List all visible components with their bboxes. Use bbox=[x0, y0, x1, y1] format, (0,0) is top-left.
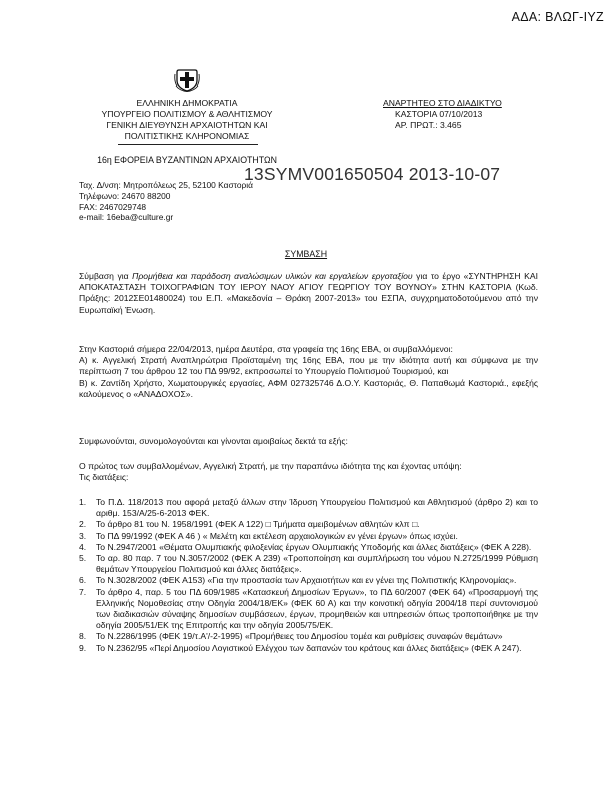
item-number: 2. bbox=[79, 519, 87, 530]
agreement-line: Συμφωνούνται, συνομολογούνται και γίνονται αμοιβαίως δεκτά τα εξής: bbox=[79, 436, 348, 446]
item-number: 7. bbox=[79, 586, 87, 597]
item-number: 9. bbox=[79, 642, 87, 653]
list-item bbox=[79, 553, 538, 575]
item-text: Το Π.Δ. 118/2013 που αφορά μεταξύ άλλων στην Ίδρυση Υπουργείου Πολιτισμού και Αθλητισμού (άρθρο 2) και το αριθμ. 153/Α/25-6-2013 ΦΕΚ. bbox=[96, 497, 538, 519]
protocol-number: ΑΡ. ΠΡΩΤ.: 3.465 bbox=[395, 120, 462, 130]
posted-label: ΑΝΑΡΤΗΤΕΟ ΣΤΟ ΔΙΑΔΙΚΤΥΟ bbox=[383, 98, 502, 108]
contact-block bbox=[79, 180, 253, 223]
item-text: Το ΠΔ 99/1992 (ΦΕΚ Α 46 ) « Μελέτη και εκτέλεση αρχαιολογικών εν γένει έργων» όπως ισχύει. bbox=[96, 530, 458, 541]
ada-code: ΑΔΑ: ΒΛΩΓ-ΙΥΖ bbox=[511, 10, 604, 24]
party-a: Α) κ. Αγγελική Στρατή Αναπληρώτρια Προϊσταμένη της 16ης ΕΒΑ, που με την ιδιότητα αυτή και σύμφωνα με την περίπτωση 7 του άρθρου 12 του ΠΔ 99/92, εκπροσωπεί το Υπουργείο Πολιτισμού Τουρισμού, και bbox=[79, 355, 538, 377]
item-text: Το άρθρο 4, παρ. 5 του ΠΔ 609/1985 «Κατασκευή Δημοσίων Έργων», το ΠΔ 60/2007 (ΦΕΚ 64) «Προσαρμογή της Ελληνικής Νομοθεσίας στην Οδηγία 2004/18/ΕΚ» (ΦΕΚ 60 Α) και την κοινοτική οδηγία 2004/18 περί συντονισμού των διαδικασιών σύναψης δημοσίων συμβάσεων, έργων, προμηθειών και υπηρεσιών όπως τροποποιήθηκε με την οδηγία 2005/51/ΕΚ της Επιτροπής και την οδηγία 2005/75/ΕΚ. bbox=[96, 586, 538, 631]
list-item bbox=[79, 575, 538, 586]
item-number: 1. bbox=[79, 497, 87, 507]
greek-emblem-icon bbox=[174, 66, 200, 92]
diavgeia-stamp: 13SYMV001650504 2013-10-07 bbox=[244, 164, 501, 184]
item-number: 4. bbox=[79, 541, 87, 552]
contact-email: e-mail: 16eba@culture.gr bbox=[79, 212, 174, 223]
issuer-block bbox=[62, 98, 312, 142]
item-number: 5. bbox=[79, 553, 87, 564]
issuer-line: ΓΕΝΙΚΗ ΔΙΕΥΘΥΝΣΗ ΑΡΧΑΙΟΤΗΤΩΝ ΚΑΙ bbox=[106, 120, 268, 130]
party-b: Β) κ. Ζαντίδη Χρήστο, Χωματουργικές εργασίες, ΑΦΜ 027325746 Δ.Ο.Υ. Καστοριάς, Θ. Παπαθωμά Καστοριά., εφεξής καλούμενος ο «ΑΝΑΔΟΧΟΣ». bbox=[79, 377, 538, 399]
intro-text: Σύμβαση για bbox=[79, 271, 133, 281]
ephoria-name: 16η ΕΦΟΡΕΙΑ ΒΥΖΑΝΤΙΝΩΝ ΑΡΧΑΙΟΤΗΤΩΝ bbox=[97, 155, 277, 165]
contract-subject: Προμήθεια και παράδοση αναλώσιμων υλικών και εργαλείων εργοταξίου bbox=[132, 271, 413, 281]
issuer-line: ΕΛΛΗΝΙΚΗ ΔΗΜΟΚΡΑΤΙΑ bbox=[136, 98, 238, 108]
list-item bbox=[79, 587, 538, 632]
document-title: ΣΥΜΒΑΣΗ bbox=[284, 249, 328, 259]
place-date: ΚΑΣΤΟΡΙΑ 07/10/2013 bbox=[395, 109, 483, 119]
list-item bbox=[79, 631, 538, 642]
provisions-label: Τις διατάξεις: bbox=[79, 472, 129, 483]
legal-provisions-list bbox=[79, 497, 538, 654]
item-number: 6. bbox=[79, 575, 87, 586]
contact-address: Ταχ. Δ/νση: Μητροπόλεως 25, 52100 Καστοριά bbox=[79, 180, 253, 190]
list-item bbox=[79, 643, 538, 654]
item-text: Το Ν.2947/2001 «Θέματα Ολυμπιακής φιλοξενίας έργων Ολυμπιακής Υποδομής και άλλες διατάξεις» (ΦΕΚ Α 228). bbox=[96, 541, 532, 552]
contact-phone: Τηλέφωνο: 24670 88200 bbox=[79, 190, 171, 201]
parties-paragraph bbox=[79, 344, 538, 400]
intro-paragraph bbox=[79, 271, 538, 316]
item-text: Το Ν.2362/95 «Περί Δημοσίου Λογιστικού Ελέγχου των δαπανών του κράτους και άλλες διατάξεις» (ΦΕΚ Α 247). bbox=[96, 642, 522, 653]
first-party-paragraph bbox=[79, 461, 538, 483]
item-text: Το αρ. 80 παρ. 7 του Ν.3057/2002 (ΦΕΚ Α 239) «Τροποποίηση και συμπλήρωση του νόμου Ν.2725/1999 Ρύθμιση θεμάτων Υπουργείου Πολιτισμού και άλλες διατάξεις». bbox=[96, 553, 538, 575]
parties-intro: Στην Καστοριά σήμερα 22/04/2013, ημέρα Δευτέρα, στα γραφεία της 16ης ΕΒΑ, οι συμβαλλόμενοι: bbox=[79, 344, 453, 354]
first-party-text: Ο πρώτος των συμβαλλομένων, Αγγελική Στρατή, με την παραπάνω ιδιότητα της και έχοντας υπόψη: bbox=[79, 461, 462, 471]
contact-fax: FAX: 2467029748 bbox=[79, 201, 147, 212]
header-divider bbox=[118, 144, 258, 145]
list-item bbox=[79, 531, 538, 542]
item-text: Το Ν.3028/2002 (ΦΕΚ Α153) «Για την προστασία των Αρχαιοτήτων και εν γένει της Πολιτιστικής Κληρονομίας». bbox=[96, 575, 517, 586]
list-item bbox=[79, 497, 538, 519]
item-text: Το άρθρο 81 του Ν. 1958/1991 (ΦΕΚ Α 122) □ Τμήματα αμειβομένων αθλητών κλπ □. bbox=[96, 519, 420, 530]
issuer-line: ΠΟΛΙΤΙΣΤΙΚΗΣ ΚΛΗΡΟΝΟΜΙΑΣ bbox=[124, 131, 250, 141]
posting-block bbox=[383, 98, 502, 131]
intro-text: για το έργο «ΣΥΝΤΗΡΗΣΗ ΚΑΙ ΑΠΟΚΑΤΑΣΤΑΣΗ ΤΟΙΧΟΓΡΑΦΙΩΝ ΤΟΥ ΙΕΡΟΥ ΝΑΟΥ ΑΓΙΟΥ ΓΕΩΡΓΙΟΥ ΤΟΥ ΒΟΥΝΟΥ» ΣΤΗΝ ΚΑΣΤΟΡΙΑ (Κωδ. Πράξης: 2012ΣΕ01480024) του Ε.Π. «Μακεδονία – Θράκη 2007-2013» του ΕΣΠΑ, συγχρηματοδοτούμενου από την Ευρωπαϊκή Ένωση. bbox=[79, 271, 538, 315]
list-item bbox=[79, 519, 538, 530]
list-item bbox=[79, 542, 538, 553]
issuer-line: ΥΠΟΥΡΓΕΙΟ ΠΟΛΙΤΙΣΜΟΥ & ΑΘΛΗΤΙΣΜΟΥ bbox=[101, 109, 273, 119]
item-number: 8. bbox=[79, 631, 87, 642]
item-text: Το Ν.2286/1995 (ΦΕΚ 19/τ.Α'/-2-1995) «Προμήθειες του Δημοσίου τομέα και ρυθμίσεις συναφών θεμάτων» bbox=[96, 631, 503, 642]
item-number: 3. bbox=[79, 530, 87, 541]
